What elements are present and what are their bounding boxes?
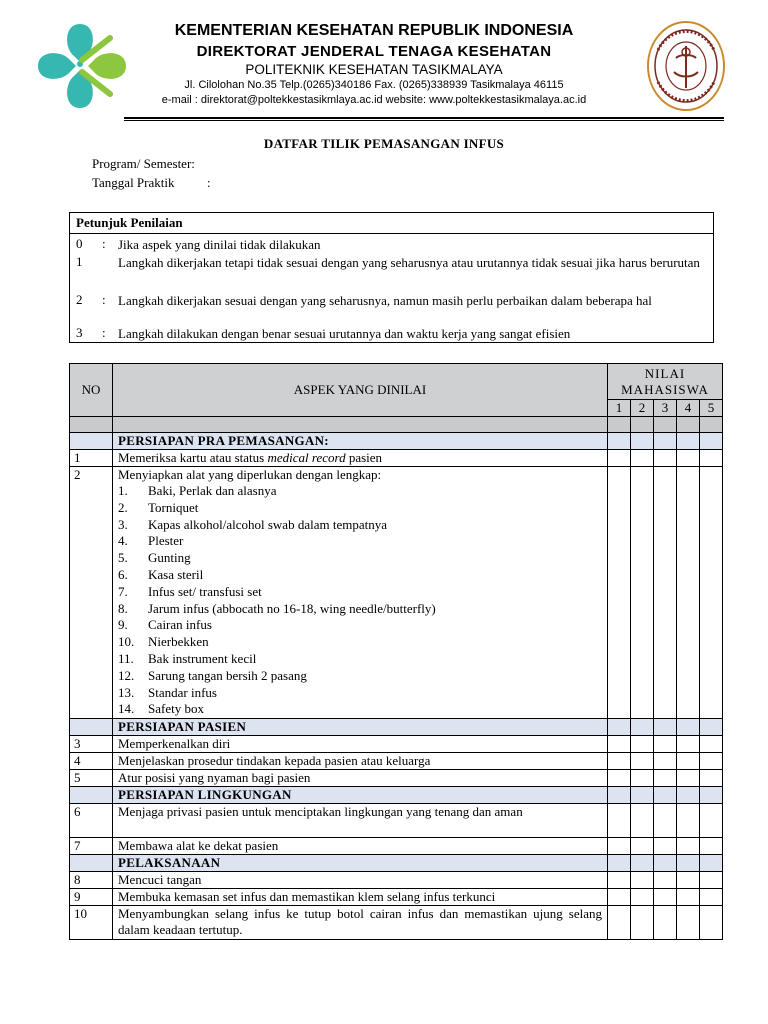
date-label: Tanggal Praktik [92, 175, 175, 190]
row-number: 8 [70, 872, 113, 889]
list-item: 6. Kasa steril [118, 566, 204, 582]
score-separator: : [102, 325, 106, 340]
score-cell[interactable] [608, 467, 631, 719]
row-aspect: Atur posisi yang nyaman bagi pasien [113, 770, 608, 787]
row-aspect [113, 467, 608, 719]
poltekkes-seal [646, 20, 726, 112]
list-item: 12. Sarung tangan bersih 2 pasang [118, 667, 307, 683]
score-cell[interactable] [654, 804, 677, 838]
row-aspect: Menjelaskan prosedur tindakan kepada pasien atau keluarga [113, 753, 608, 770]
score-cell[interactable] [631, 889, 654, 906]
score-col-2: 2 [631, 400, 654, 417]
row-number: 3 [70, 736, 113, 753]
table-row [70, 906, 723, 940]
score-cell[interactable] [631, 804, 654, 838]
score-description: Jika aspek yang dinilai tidak dilakukan [118, 237, 321, 252]
score-separator: : [102, 236, 106, 251]
col-aspect-header: ASPEK YANG DINILAI [113, 364, 608, 417]
table-row [70, 770, 723, 787]
list-item: 9. Cairan infus [118, 617, 212, 633]
assessment-instructions [69, 212, 714, 343]
row-number: 5 [70, 770, 113, 787]
section-row [70, 855, 723, 872]
instructions-heading: Petunjuk Penilaian [70, 213, 713, 234]
date-value: : [207, 175, 211, 190]
score-cell[interactable] [631, 770, 654, 787]
section-row [70, 787, 723, 804]
score-cell[interactable] [677, 736, 700, 753]
score-cell[interactable] [654, 450, 677, 467]
school-name: POLITEKNIK KESEHATAN TASIKMALAYA [245, 62, 503, 77]
score-cell[interactable] [631, 906, 654, 940]
score-cell[interactable] [608, 736, 631, 753]
score-cell[interactable] [608, 753, 631, 770]
row-number: 10 [70, 906, 113, 940]
score-cell[interactable] [608, 450, 631, 467]
score-cell[interactable] [700, 804, 723, 838]
document-title: DATFAR TILIK PEMASANGAN INFUS [263, 136, 505, 151]
score-cell[interactable] [700, 736, 723, 753]
section-implementation: PELAKSANAAN [113, 855, 608, 872]
score-col-5: 5 [700, 400, 723, 417]
list-item: 1. Baki, Perlak dan alasnya [118, 483, 277, 498]
score-cell[interactable] [654, 838, 677, 855]
score-cell[interactable] [631, 838, 654, 855]
spacer-row [70, 417, 723, 433]
score-col-4: 4 [677, 400, 700, 417]
score-col-1: 1 [608, 400, 631, 417]
score-cell[interactable] [654, 736, 677, 753]
ministry-logo [32, 20, 128, 110]
score-cell[interactable] [677, 838, 700, 855]
score-cell[interactable] [654, 753, 677, 770]
program-label: Program/ Semester: [92, 156, 195, 171]
score-cell[interactable] [654, 872, 677, 889]
checklist-table [69, 363, 723, 940]
score-col-3: 3 [654, 400, 677, 417]
row-number: 1 [70, 450, 113, 467]
score-number: 1 [76, 254, 83, 269]
score-cell[interactable] [608, 770, 631, 787]
row-aspect: Memeriksa kartu atau status medical record pasien [113, 450, 608, 467]
list-item: 11. Bak instrument kecil [118, 650, 257, 666]
score-cell[interactable] [677, 770, 700, 787]
score-cell[interactable] [631, 872, 654, 889]
row-aspect-text: Menyiapkan alat yang diperlukan dengan lengkap: [118, 467, 382, 482]
col-no-header: NO [70, 364, 113, 417]
school-contact: e-mail : direktorat@poltekkestasikmlaya.ac.id website: www.poltekkestasikmalaya.ac.id [161, 94, 587, 106]
score-description: Langkah dilakukan dengan benar sesuai urutannya dan waktu kerja yang sangat efisien [118, 326, 571, 341]
row-aspect: Memperkenalkan diri [113, 736, 608, 753]
score-cell[interactable] [677, 450, 700, 467]
score-number: 3 [76, 325, 83, 340]
score-cell[interactable] [631, 467, 654, 719]
score-cell[interactable] [608, 889, 631, 906]
table-row [70, 450, 723, 467]
list-item: 13. Standar infus [118, 684, 217, 700]
table-row [70, 872, 723, 889]
list-item: 4. Plester [118, 533, 184, 549]
table-row [70, 736, 723, 753]
table-row [70, 804, 723, 838]
score-cell[interactable] [700, 872, 723, 889]
score-cell[interactable] [654, 467, 677, 719]
score-cell[interactable] [677, 467, 700, 719]
score-number: 2 [76, 292, 83, 307]
col-score-header: NILAI MAHASISWA [608, 364, 723, 400]
score-cell[interactable] [700, 753, 723, 770]
list-item: 8. Jarum infus (abbocath no 16-18, wing needle/butterfly) [118, 600, 436, 616]
section-patient-prep: PERSIAPAN PASIEN [113, 719, 608, 736]
table-row [70, 838, 723, 855]
list-item: 5. Gunting [118, 550, 191, 566]
table-row [70, 889, 723, 906]
row-aspect: Membawa alat ke dekat pasien [113, 838, 608, 855]
row-aspect: Menyambungkan selang infus ke tutup botol cairan infus dan memastikan ujung selang dalam keadaan tertutup. [113, 906, 608, 940]
score-cell[interactable] [700, 906, 723, 940]
score-cell[interactable] [608, 906, 631, 940]
section-row [70, 433, 723, 450]
table-row [70, 753, 723, 770]
score-number: 0 [76, 236, 83, 251]
score-cell[interactable] [608, 872, 631, 889]
section-environment-prep: PERSIAPAN LINGKUNGAN [113, 787, 608, 804]
score-cell[interactable] [654, 770, 677, 787]
section-row [70, 719, 723, 736]
directorate-name: DIREKTORAT JENDERAL TENAGA KESEHATAN [196, 43, 552, 60]
row-aspect: Menjaga privasi pasien untuk menciptakan lingkungan yang tenang dan aman [113, 804, 608, 838]
score-cell[interactable] [700, 838, 723, 855]
score-cell[interactable] [700, 770, 723, 787]
score-cell[interactable] [700, 450, 723, 467]
program-row [92, 156, 195, 172]
score-description: Langkah dikerjakan sesuai dengan yang seharusnya, namun masih perlu perbaikan dalam beberapa hal [118, 293, 652, 308]
score-cell[interactable] [677, 753, 700, 770]
ministry-name: KEMENTERIAN KESEHATAN REPUBLIK INDONESIA [174, 22, 574, 39]
row-number: 4 [70, 753, 113, 770]
equipment-list [118, 483, 602, 718]
score-cell[interactable] [654, 889, 677, 906]
row-number: 7 [70, 838, 113, 855]
score-cell[interactable] [677, 804, 700, 838]
score-cell[interactable] [677, 906, 700, 940]
score-cell[interactable] [631, 450, 654, 467]
row-number: 6 [70, 804, 113, 838]
section-pre-installation: PERSIAPAN PRA PEMASANGAN: [113, 433, 608, 450]
score-cell[interactable] [631, 753, 654, 770]
header-rule-thin [124, 120, 724, 121]
score-cell[interactable] [677, 889, 700, 906]
score-separator: : [102, 292, 106, 307]
score-cell[interactable] [654, 906, 677, 940]
row-number: 9 [70, 889, 113, 906]
school-address: Jl. Cilolohan No.35 Telp.(0265)340186 Fax. (0265)338939 Tasikmalaya 46115 [184, 79, 564, 91]
list-item: 3. Kapas alkohol/alcohol swab dalam tempatnya [118, 516, 387, 532]
score-cell[interactable] [608, 838, 631, 855]
list-item: 10. Nierbekken [118, 634, 209, 650]
score-cell[interactable] [677, 872, 700, 889]
table-row [70, 467, 723, 719]
list-item: 14. Safety box [118, 701, 204, 717]
row-number: 2 [70, 467, 113, 719]
score-cell[interactable] [608, 804, 631, 838]
date-row [92, 175, 211, 191]
score-cell[interactable] [631, 736, 654, 753]
score-description: Langkah dikerjakan tetapi tidak sesuai dengan yang seharusnya atau urutannya tidak sesuai jika harus berurutan [118, 255, 700, 270]
list-item: 7. Infus set/ transfusi set [118, 583, 262, 599]
header-rule [124, 117, 724, 119]
row-aspect: Membuka kemasan set infus dan memastikan klem selang infus terkunci [113, 889, 608, 906]
score-cell[interactable] [700, 889, 723, 906]
score-cell[interactable] [700, 467, 723, 719]
row-aspect: Mencuci tangan [113, 872, 608, 889]
list-item: 2. Torniquet [118, 499, 199, 515]
